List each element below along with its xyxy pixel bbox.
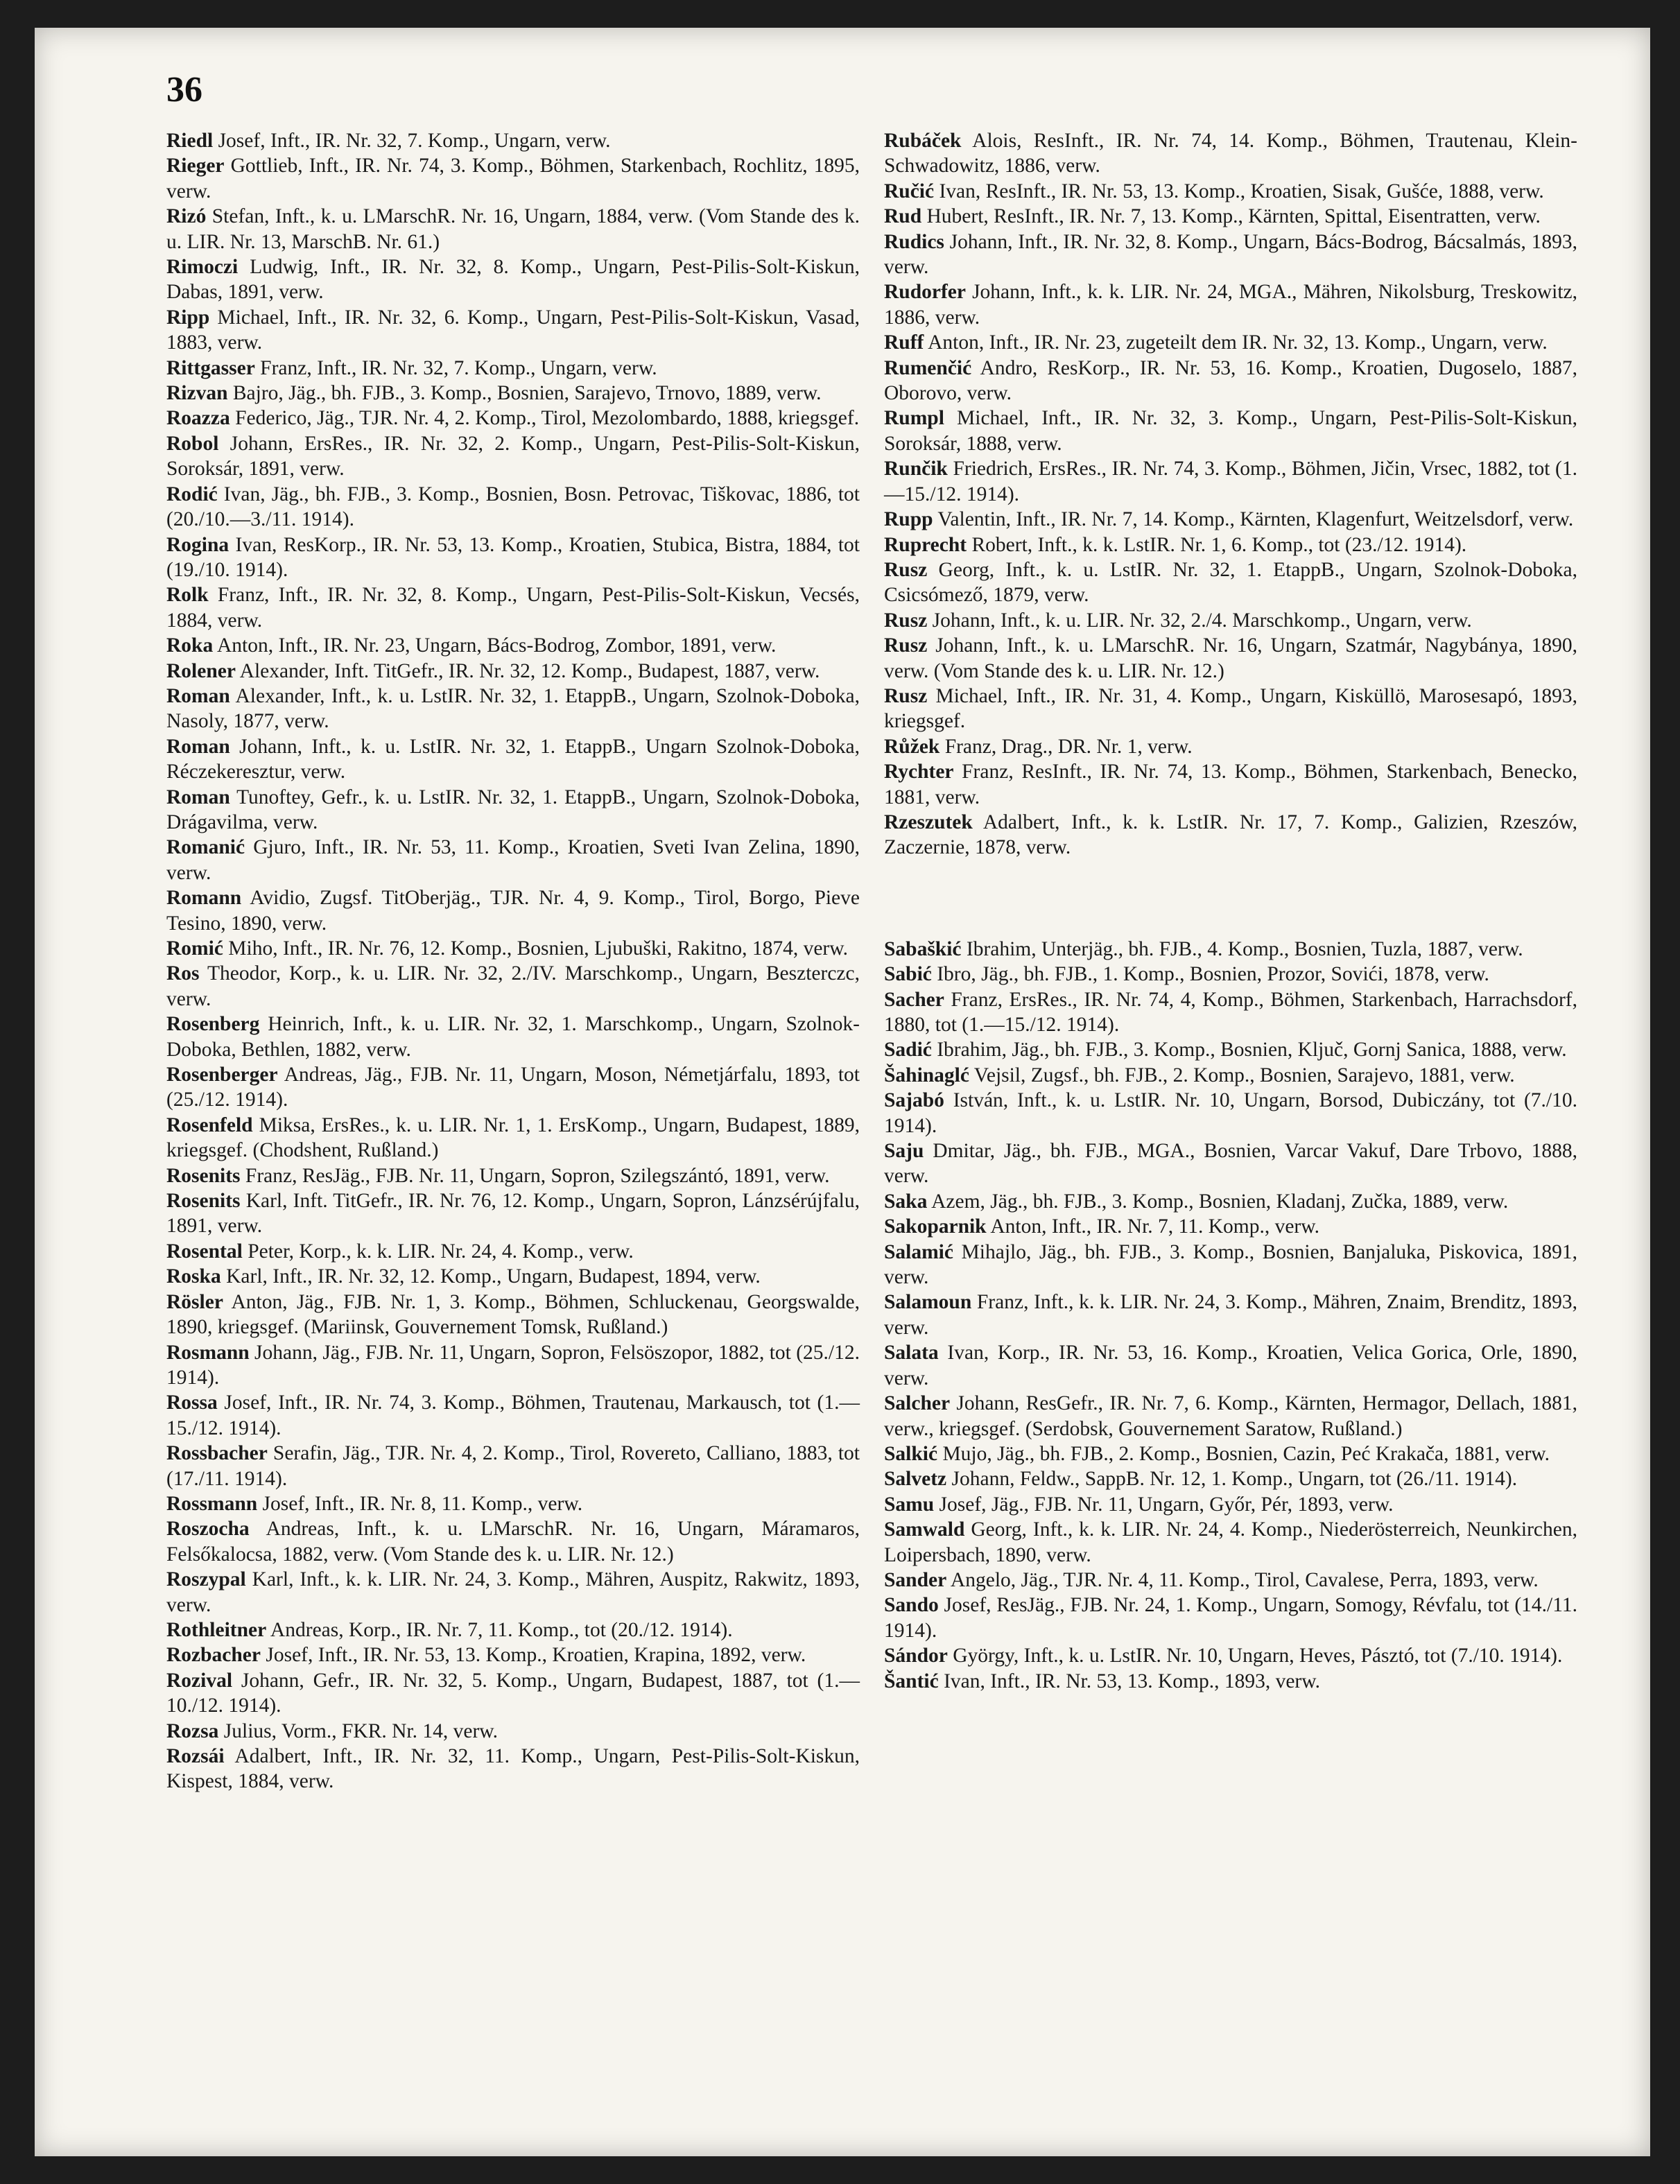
- entry-surname: Rozival: [166, 1669, 233, 1692]
- entry-details: Franz, ResInft., IR. Nr. 74, 13. Komp., Böhmen, Starkenbach, Benecko, 1881, verw.: [884, 761, 1577, 808]
- register-entry: [166, 582, 860, 633]
- register-entry: [884, 1669, 1577, 1694]
- register-entry: [166, 1290, 860, 1340]
- entry-details: Ludwig, Inft., IR. Nr. 32, 8. Komp., Ungarn, Pest-Pilis-Solt-Kiskun, Dabas, 1891, verw.: [166, 256, 860, 304]
- register-entry: [884, 128, 1577, 179]
- entry-surname: Šahinaglć: [884, 1064, 969, 1086]
- register-entry: [166, 532, 860, 583]
- entry-surname: Rumpl: [884, 407, 944, 430]
- register-entry: [884, 1391, 1577, 1441]
- entry-details: Julius, Vorm., FKR. Nr. 14, verw.: [218, 1719, 499, 1742]
- entry-surname: Roka: [166, 634, 214, 657]
- entry-details: Adalbert, Inft., IR. Nr. 32, 11. Komp., Ungarn, Pest-Pilis-Solt-Kiskun, Kispest, 1884, verw.: [166, 1745, 860, 1793]
- entry-surname: Rychter: [884, 761, 954, 783]
- entry-surname: Riedl: [166, 130, 214, 152]
- entry-surname: Rusz: [884, 609, 928, 632]
- entry-surname: Salamić: [884, 1240, 953, 1263]
- entry-surname: Samu: [884, 1493, 935, 1516]
- entry-details: Franz, Inft., IR. Nr. 32, 7. Komp., Ungarn, verw.: [254, 356, 657, 379]
- entry-surname: Salkić: [884, 1442, 938, 1465]
- entry-surname: Rudorfer: [884, 281, 966, 304]
- entry-details: Franz, ErsRes., IR. Nr. 74, 4, Komp., Böhmen, Starkenbach, Harrachsdorf, 1880, tot (1.—15./12. 1914).: [884, 988, 1577, 1036]
- register-entry: [884, 810, 1577, 860]
- entry-surname: Rusz: [884, 558, 928, 581]
- entry-surname: Rumenčić: [884, 356, 972, 379]
- entry-details: Michael, Inft., IR. Nr. 32, 6. Komp., Ungarn, Pest-Pilis-Solt-Kiskun, Vasad, 1883, verw.: [166, 306, 860, 354]
- register-entry: [166, 1264, 860, 1289]
- entry-surname: Rosenits: [166, 1164, 241, 1187]
- entry-details: Johann, ResGefr., IR. Nr. 7, 6. Komp., Kärnten, Hermagor, Dellach, 1881, verw., kriegsgef. (Serdobsk, Gouvernement Saratow, Rußland.): [884, 1392, 1577, 1440]
- register-entry: [884, 1492, 1577, 1517]
- entry-details: Michael, Inft., IR. Nr. 31, 4. Komp., Ungarn, Kisküllö, Marosesapó, 1893, kriegsgef.: [884, 684, 1577, 733]
- entry-surname: Rossmann: [166, 1492, 258, 1515]
- document-page: [35, 28, 1650, 2156]
- right-column-s-section: [884, 937, 1577, 1694]
- register-entry: [166, 1062, 860, 1113]
- entry-details: Mujo, Jäg., bh. FJB., 2. Komp., Bosnien, Cazin, Peć Krakača, 1881, verw.: [937, 1442, 1550, 1465]
- entry-surname: Rupp: [884, 508, 933, 531]
- entry-details: Andreas, Inft., k. u. LMarschR. Nr. 16, Ungarn, Máramaros, Felsőkalocsa, 1882, verw. (Vom Stande des k. u. LIR. Nr. 12.): [166, 1518, 860, 1566]
- entry-surname: Sakoparnik: [884, 1215, 987, 1238]
- entry-surname: Rud: [884, 205, 922, 228]
- entry-surname: Rozsái: [166, 1745, 225, 1767]
- register-entry: [884, 356, 1577, 406]
- entry-surname: Roszypal: [166, 1568, 246, 1591]
- entry-surname: Rossa: [166, 1392, 218, 1414]
- register-entry: [166, 1668, 860, 1719]
- entry-surname: Rothleitner: [166, 1618, 267, 1641]
- entry-details: Karl, Inft., k. k. LIR. Nr. 24, 3. Komp., Mähren, Auspitz, Rakwitz, 1893, verw.: [166, 1568, 860, 1616]
- entry-surname: Sabić: [884, 963, 932, 986]
- register-entry: [884, 1189, 1577, 1214]
- entry-surname: Ruff: [884, 331, 924, 354]
- register-entry: [884, 229, 1577, 280]
- register-entry: [166, 835, 860, 885]
- register-entry: [166, 1441, 860, 1491]
- entry-surname: Roszocha: [166, 1518, 250, 1541]
- entry-details: Dmitar, Jäg., bh. FJB., MGA., Bosnien, Varcar Vakuf, Dare Trbovo, 1888, verw.: [884, 1140, 1577, 1188]
- entry-details: Heinrich, Inft., k. u. LIR. Nr. 32, 1. Marschkomp., Ungarn, Szolnok-Doboka, Bethlen, 1882, verw.: [166, 1013, 860, 1061]
- entry-surname: Rusz: [884, 634, 928, 657]
- register-entry: [166, 1188, 860, 1239]
- register-entry: [884, 734, 1577, 759]
- entry-details: Michael, Inft., IR. Nr. 32, 3. Komp., Ungarn, Pest-Pilis-Solt-Kiskun, Soroksár, 1888, verw.: [884, 407, 1577, 455]
- entry-details: Franz, Inft., IR. Nr. 32, 8. Komp., Ungarn, Pest-Pilis-Solt-Kiskun, Vecsés, 1884, verw.: [166, 584, 860, 632]
- entry-details: Stefan, Inft., k. u. LMarschR. Nr. 16, Ungarn, 1884, verw. (Vom Stande des k. u. LIR. Nr. 13, MarschB. Nr. 61.): [166, 205, 860, 253]
- register-entry: [884, 532, 1577, 557]
- entry-surname: Ripp: [166, 306, 210, 329]
- entry-surname: Rösler: [166, 1290, 223, 1313]
- entry-surname: Rimoczi: [166, 256, 239, 279]
- register-entry: [166, 1340, 860, 1391]
- register-entry: [884, 1466, 1577, 1491]
- entry-surname: Roman: [166, 735, 230, 758]
- register-entry: [884, 1568, 1577, 1593]
- register-entry: [166, 633, 860, 658]
- entry-surname: Rozbacher: [166, 1644, 261, 1667]
- register-entry: [884, 987, 1577, 1038]
- entry-details: Karl, Inft. TitGefr., IR. Nr. 76, 12. Komp., Ungarn, Sopron, Lánzsérújfalu, 1891, verw.: [166, 1190, 860, 1238]
- entry-details: Johann, Jäg., FJB. Nr. 11, Ungarn, Sopron, Felsöszopor, 1882, tot (25./12. 1914).: [166, 1341, 860, 1389]
- entry-details: Angelo, Jäg., TJR. Nr. 4, 11. Komp., Tirol, Cavalese, Perra, 1893, verw.: [946, 1568, 1539, 1591]
- entry-details: Robert, Inft., k. k. LstIR. Nr. 1, 6. Komp., tot (23./12. 1914).: [967, 533, 1467, 556]
- entry-surname: Sándor: [884, 1645, 948, 1667]
- entry-surname: Sando: [884, 1594, 939, 1617]
- entry-surname: Sabaškić: [884, 937, 962, 960]
- entry-surname: Ruprecht: [884, 533, 967, 556]
- entry-details: Johann, Feldw., SappB. Nr. 12, 1. Komp., Ungarn, tot (26./11. 1914).: [946, 1468, 1518, 1491]
- register-entry: [884, 557, 1577, 608]
- entry-details: Josef, Inft., IR. Nr. 8, 11. Komp., verw.: [257, 1492, 583, 1515]
- entry-details: Ivan, Korp., IR. Nr. 53, 16. Komp., Kroatien, Velica Gorica, Orle, 1890, verw.: [884, 1342, 1577, 1389]
- register-entry: [166, 356, 860, 381]
- entry-details: Josef, ResJäg., FJB. Nr. 24, 1. Komp., Ungarn, Somogy, Révfalu, tot (14./11. 1914).: [884, 1594, 1577, 1642]
- register-entry: [884, 962, 1577, 987]
- entry-details: Peter, Korp., k. k. LIR. Nr. 24, 4. Komp., verw.: [242, 1240, 634, 1263]
- entry-surname: Salata: [884, 1342, 939, 1364]
- entry-details: Alexander, Inft., k. u. LstIR. Nr. 32, 1. EtappB., Ungarn, Szolnok-Doboka, Nasoly, 1877, verw.: [166, 684, 860, 733]
- entry-details: Georg, Inft., k. k. LIR. Nr. 24, 4. Komp., Niederösterreich, Neunkirchen, Loipersbach, 1890, verw.: [884, 1518, 1577, 1566]
- register-entry: [166, 885, 860, 936]
- entry-surname: Rogina: [166, 533, 230, 556]
- register-entry: [166, 1719, 860, 1744]
- entry-details: Franz, ResJäg., FJB. Nr. 11, Ungarn, Sopron, Szilegszántó, 1891, verw.: [240, 1164, 830, 1187]
- entry-surname: Romann: [166, 887, 242, 910]
- register-entry: [884, 1340, 1577, 1391]
- entry-details: Theodor, Korp., k. u. LIR. Nr. 32, 2./IV. Marschkomp., Ungarn, Beszterczc, verw.: [166, 962, 860, 1010]
- entry-details: Georg, Inft., k. u. LstIR. Nr. 32, 1. EtappB., Ungarn, Szolnok-Doboka, Csicsómező, 1879, verw.: [884, 558, 1577, 607]
- register-entry: [884, 507, 1577, 532]
- entry-surname: Rosenberger: [166, 1064, 278, 1086]
- register-entry: [166, 785, 860, 835]
- entry-surname: Růžek: [884, 735, 940, 758]
- register-entry: [166, 1239, 860, 1264]
- entry-surname: Rozsa: [166, 1719, 219, 1742]
- entry-surname: Rodić: [166, 483, 218, 505]
- entry-surname: Ručić: [884, 180, 935, 202]
- register-entry: [166, 1643, 860, 1667]
- entry-surname: Sadić: [884, 1039, 932, 1061]
- register-entry: [166, 204, 860, 254]
- section-gap: [884, 860, 1577, 937]
- register-entry: [884, 684, 1577, 734]
- register-entry: [166, 1491, 860, 1516]
- entry-details: Miksa, ErsRes., k. u. LIR. Nr. 1, 1. ErsKomp., Ungarn, Budapest, 1889, kriegsgef. (Chodshent, Rußland.): [166, 1113, 860, 1162]
- entry-details: Friedrich, ErsRes., IR. Nr. 74, 3. Komp., Böhmen, Jičin, Vrsec, 1882, tot (1.—15./12. 1914).: [884, 458, 1577, 505]
- register-entry: [884, 1240, 1577, 1290]
- register-entry: [884, 1138, 1577, 1189]
- register-entry: [884, 330, 1577, 355]
- entry-surname: Runčik: [884, 458, 948, 480]
- entry-details: Franz, Drag., DR. Nr. 1, verw.: [939, 735, 1193, 758]
- register-entry: [884, 633, 1577, 684]
- entry-details: Johann, ErsRes., IR. Nr. 32, 2. Komp., Ungarn, Pest-Pilis-Solt-Kiskun, Soroksár, 1891, verw.: [166, 432, 860, 480]
- entry-surname: Saju: [884, 1140, 924, 1163]
- entry-surname: Rizvan: [166, 382, 228, 405]
- entry-details: Azem, Jäg., bh. FJB., 3. Komp., Bosnien, Kladanj, Zučka, 1889, verw.: [927, 1190, 1509, 1213]
- entry-details: Andro, ResKorp., IR. Nr. 53, 16. Komp., Kroatien, Dugoselo, 1887, Oborovo, verw.: [884, 356, 1577, 405]
- register-entry: [166, 1163, 860, 1188]
- entry-surname: Roman: [166, 786, 230, 808]
- register-entry: [884, 1517, 1577, 1568]
- entry-details: Johann, Inft., k. u. LIR. Nr. 32, 2./4. Marschkomp., Ungarn, verw.: [927, 609, 1472, 632]
- entry-details: Karl, Inft., IR. Nr. 32, 12. Komp., Ungarn, Budapest, 1894, verw.: [220, 1265, 761, 1288]
- entry-details: Josef, Inft., IR. Nr. 53, 13. Komp., Kroatien, Krapina, 1892, verw.: [261, 1644, 806, 1667]
- register-entry: [884, 1088, 1577, 1138]
- entry-surname: Robol: [166, 432, 219, 455]
- entry-details: Anton, Jäg., FJB. Nr. 1, 3. Komp., Böhmen, Schluckenau, Georgswalde, 1890, kriegsgef. (Mariinsk, Gouvernement Tomsk, Rußland.): [166, 1290, 860, 1339]
- right-column: [884, 128, 1577, 1694]
- entry-details: Bajro, Jäg., bh. FJB., 3. Komp., Bosnien, Sarajevo, Trnovo, 1889, verw.: [227, 382, 822, 405]
- entry-surname: Šantić: [884, 1670, 939, 1692]
- register-entry: [166, 128, 860, 153]
- entry-details: Johann, Gefr., IR. Nr. 32, 5. Komp., Ungarn, Budapest, 1887, tot (1.—10./12. 1914).: [166, 1669, 860, 1717]
- entry-details: Hubert, ResInft., IR. Nr. 7, 13. Komp., Kärnten, Spittal, Eisentratten, verw.: [921, 205, 1541, 228]
- entry-details: István, Inft., k. u. LstIR. Nr. 10, Ungarn, Borsod, Dubiczány, tot (7./10. 1914).: [884, 1089, 1577, 1137]
- register-entry: [884, 1214, 1577, 1239]
- register-entry: [166, 936, 860, 961]
- register-entry: [166, 305, 860, 356]
- register-entry: [884, 1290, 1577, 1340]
- entry-surname: Salamoun: [884, 1291, 972, 1314]
- register-entry: [884, 1593, 1577, 1643]
- entry-details: Josef, Jäg., FJB. Nr. 11, Ungarn, Győr, Pér, 1893, verw.: [934, 1493, 1394, 1516]
- entry-details: Mihajlo, Jäg., bh. FJB., 3. Komp., Bosnien, Banjaluka, Piskovica, 1891, verw.: [884, 1240, 1577, 1289]
- entry-details: Federico, Jäg., TJR. Nr. 4, 2. Komp., Tirol, Mezolombardo, 1888, kriegsgef.: [230, 407, 860, 430]
- entry-surname: Salcher: [884, 1392, 951, 1415]
- entry-details: Avidio, Zugsf. TitOberjäg., TJR. Nr. 4, 9. Komp., Tirol, Borgo, Pieve Tesino, 1890, verw.: [166, 887, 860, 935]
- register-entry: [166, 1618, 860, 1643]
- register-entry: [884, 279, 1577, 330]
- entry-surname: Rosmann: [166, 1341, 250, 1364]
- entry-surname: Roska: [166, 1265, 221, 1288]
- entry-surname: Rosental: [166, 1240, 243, 1263]
- register-entry: [884, 1441, 1577, 1466]
- entry-details: Alois, ResInft., IR. Nr. 74, 14. Komp., Böhmen, Trautenau, Klein-Schwadowitz, 1886, verw.: [884, 130, 1577, 177]
- entry-details: Alexander, Inft. TitGefr., IR. Nr. 32, 12. Komp., Budapest, 1887, verw.: [235, 659, 820, 682]
- entry-details: Ivan, Jäg., bh. FJB., 3. Komp., Bosnien, Bosn. Petrovac, Tiškovac, 1886, tot (20./10.—3./11. 1914).: [166, 483, 860, 531]
- entry-details: Franz, Inft., k. k. LIR. Nr. 24, 3. Komp., Mähren, Znaim, Brenditz, 1893, verw.: [884, 1291, 1577, 1339]
- entry-details: Ibro, Jäg., bh. FJB., 1. Komp., Bosnien, Prozor, Sovići, 1878, verw.: [931, 963, 1489, 986]
- entry-surname: Rolk: [166, 584, 209, 607]
- entry-surname: Rusz: [884, 684, 928, 707]
- entry-surname: Romanić: [166, 836, 245, 859]
- entry-details: Vejsil, Zugsf., bh. FJB., 2. Komp., Bosnien, Sarajevo, 1881, verw.: [969, 1064, 1515, 1086]
- entry-details: Anton, Inft., IR. Nr. 23, zugeteilt dem IR. Nr. 32, 13. Komp., Ungarn, verw.: [924, 331, 1548, 354]
- entry-details: Ivan, ResInft., IR. Nr. 53, 13. Komp., Kroatien, Sisak, Gušće, 1888, verw.: [934, 180, 1544, 202]
- register-entry: [166, 1012, 860, 1062]
- entry-details: György, Inft., k. u. LstIR. Nr. 10, Ungarn, Heves, Pásztó, tot (7./10. 1914).: [947, 1645, 1563, 1667]
- entry-surname: Roman: [166, 684, 230, 707]
- entry-surname: Rudics: [884, 230, 944, 253]
- entry-surname: Romić: [166, 937, 223, 960]
- register-entry: [166, 684, 860, 734]
- entry-details: Ibrahim, Jäg., bh. FJB., 3. Komp., Bosnien, Ključ, Gornj Sanica, 1888, verw.: [931, 1039, 1567, 1061]
- entry-details: Serafin, Jäg., TJR. Nr. 4, 2. Komp., Tirol, Rovereto, Calliano, 1883, tot (17./11. 1914).: [166, 1442, 860, 1490]
- register-entry: [166, 659, 860, 684]
- entry-details: Ivan, ResKorp., IR. Nr. 53, 13. Komp., Kroatien, Stubica, Bistra, 1884, tot (19./10. 1914).: [166, 533, 860, 581]
- entry-details: Miho, Inft., IR. Nr. 76, 12. Komp., Bosnien, Ljubuški, Rakitno, 1874, verw.: [223, 937, 848, 960]
- entry-surname: Roazza: [166, 407, 230, 430]
- entry-surname: Samwald: [884, 1518, 965, 1541]
- entry-surname: Rossbacher: [166, 1442, 268, 1465]
- entry-surname: Rizó: [166, 205, 207, 228]
- entry-details: Tunoftey, Gefr., k. u. LstIR. Nr. 32, 1. EtappB., Ungarn, Szolnok-Doboka, Drágavilma, verw.: [166, 786, 860, 833]
- entry-details: Anton, Inft., IR. Nr. 7, 11. Komp., verw.: [986, 1215, 1320, 1238]
- entry-surname: Rosenits: [166, 1190, 241, 1213]
- entry-surname: Rubáček: [884, 130, 962, 152]
- register-entry: [884, 456, 1577, 507]
- register-entry: [166, 406, 860, 431]
- entry-details: Josef, Inft., IR. Nr. 74, 3. Komp., Böhmen, Trautenau, Markausch, tot (1.—15./12. 1914).: [166, 1392, 860, 1439]
- entry-surname: Rosenfeld: [166, 1113, 253, 1136]
- entry-details: Ivan, Inft., IR. Nr. 53, 13. Komp., 1893, verw.: [938, 1670, 1321, 1692]
- register-entry: [884, 204, 1577, 229]
- entry-details: Ibrahim, Unterjäg., bh. FJB., 4. Komp., Bosnien, Tuzla, 1887, verw.: [961, 937, 1523, 960]
- entry-details: Adalbert, Inft., k. k. LstIR. Nr. 17, 7. Komp., Galizien, Rzeszów, Zaczernie, 1878, verw.: [884, 811, 1577, 859]
- register-entry: [884, 1063, 1577, 1088]
- register-entry: [166, 482, 860, 532]
- entry-surname: Sacher: [884, 988, 944, 1011]
- register-entry: [884, 179, 1577, 204]
- register-entry: [166, 1113, 860, 1163]
- entry-details: Johann, Inft., k. k. LIR. Nr. 24, MGA., Mähren, Nikolsburg, Treskowitz, 1886, verw.: [884, 281, 1577, 329]
- entry-details: Andreas, Korp., IR. Nr. 7, 11. Komp., tot (20./12. 1914).: [266, 1618, 733, 1641]
- entry-details: Valentin, Inft., IR. Nr. 7, 14. Komp., Kärnten, Klagenfurt, Weitzelsdorf, verw.: [933, 508, 1574, 531]
- register-entry: [166, 431, 860, 482]
- register-entry: [166, 254, 860, 305]
- register-entry: [884, 759, 1577, 810]
- register-entry: [884, 608, 1577, 633]
- entry-surname: Salvetz: [884, 1468, 947, 1491]
- entry-surname: Rieger: [166, 155, 225, 177]
- entry-surname: Rolener: [166, 659, 236, 682]
- entry-details: Gjuro, Inft., IR. Nr. 53, 11. Komp., Kroatien, Sveti Ivan Zelina, 1890, verw.: [166, 836, 860, 884]
- register-entry: [884, 1037, 1577, 1062]
- register-entry: [166, 1567, 860, 1618]
- entry-details: Anton, Inft., IR. Nr. 23, Ungarn, Bács-Bodrog, Zombor, 1891, verw.: [213, 634, 777, 657]
- entry-surname: Saka: [884, 1190, 928, 1213]
- entry-details: Josef, Inft., IR. Nr. 32, 7. Komp., Ungarn, verw.: [213, 130, 611, 152]
- register-entry: [166, 1516, 860, 1567]
- register-entry: [884, 937, 1577, 962]
- entry-surname: Rosenberg: [166, 1013, 260, 1036]
- entry-details: Andreas, Jäg., FJB. Nr. 11, Ungarn, Moson, Németjárfalu, 1893, tot (25./12. 1914).: [166, 1064, 860, 1111]
- register-entry: [166, 1390, 860, 1441]
- page-number: 36: [166, 70, 202, 110]
- entry-details: Gottlieb, Inft., IR. Nr. 74, 3. Komp., Böhmen, Starkenbach, Rochlitz, 1895, verw.: [166, 155, 860, 202]
- register-entry: [884, 1643, 1577, 1668]
- entry-surname: Sajabó: [884, 1089, 944, 1112]
- entry-details: Johann, Inft., k. u. LstIR. Nr. 32, 1. EtappB., Ungarn Szolnok-Doboka, Réczekeresztur, verw.: [166, 735, 860, 783]
- entry-surname: Sander: [884, 1568, 947, 1591]
- entry-surname: Rittgasser: [166, 356, 255, 379]
- register-entry: [166, 734, 860, 785]
- entry-surname: Ros: [166, 962, 200, 985]
- entry-details: Johann, Inft., IR. Nr. 32, 8. Komp., Ungarn, Bács-Bodrog, Bácsalmás, 1893, verw.: [884, 230, 1577, 279]
- register-entry: [166, 1744, 860, 1794]
- register-entry: [166, 153, 860, 204]
- register-entry: [166, 381, 860, 406]
- register-entry: [166, 961, 860, 1012]
- right-column-r-section: [884, 128, 1577, 860]
- entry-details: Johann, Inft., k. u. LMarschR. Nr. 16, Ungarn, Szatmár, Nagybánya, 1890, verw. (Vom Stande des k. u. LIR. Nr. 12.): [884, 634, 1577, 682]
- entry-surname: Rzeszutek: [884, 811, 973, 833]
- left-column: [166, 128, 860, 1794]
- register-entry: [884, 406, 1577, 456]
